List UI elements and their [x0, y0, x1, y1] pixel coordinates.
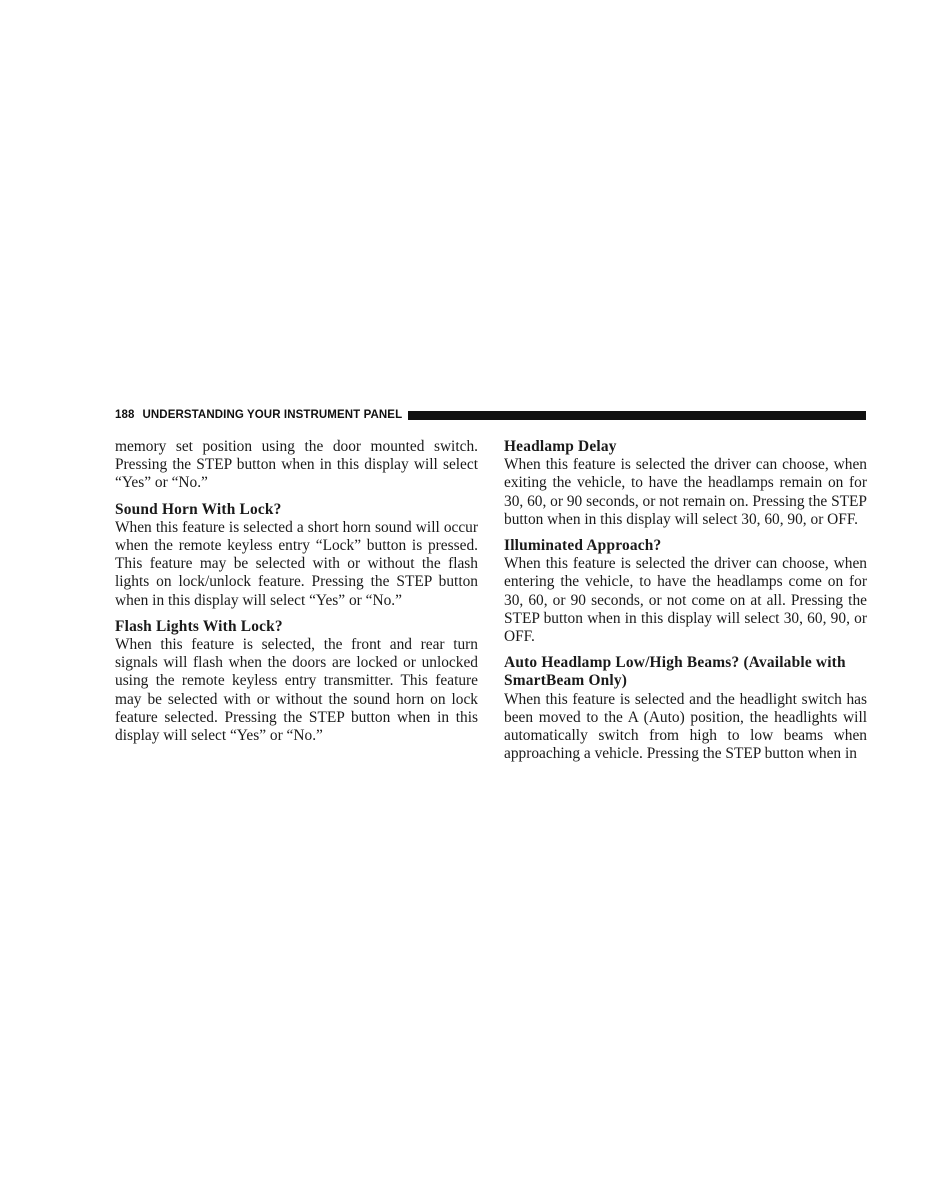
header-rule — [408, 411, 866, 420]
page-number: 188 — [115, 409, 135, 421]
section-heading: Headlamp Delay — [504, 438, 617, 455]
page-header — [115, 408, 866, 422]
section-body: When this feature is selected a short horn sound will occur when the remote keyless entry “Lock” button is pressed. This feature may be selected with or without the flash lights on lock/unlock feature. Pressing the STEP button when in this display will select “Yes” or “No.” — [115, 518, 478, 609]
chapter-title: UNDERSTANDING YOUR INSTRUMENT PANEL — [142, 409, 403, 421]
section-body: When this feature is selected, the front and rear turn signals will flash when the doors are locked or unlocked using the remote keyless entry transmitter. This feature may be selected with or without the sound horn on lock feature selected. Pressing the STEP button when in this display will select “Yes” or “No.” — [115, 636, 478, 745]
section-heading: Auto Headlamp Low/High Beams? (Available with SmartBeam Only) — [504, 654, 846, 690]
section-body: When this feature is selected and the headlight switch has been moved to the A (Auto) position, the headlights will automatically switch from high to low beams when approaching a vehicle. Pressing the STEP button when in — [504, 690, 867, 763]
section-sound-horn-with-lock — [115, 501, 478, 610]
section-heading: Flash Lights With Lock? — [115, 617, 283, 635]
section-auto-headlamp-beams — [504, 654, 867, 763]
section-flash-lights-with-lock — [115, 618, 478, 745]
section-body: When this feature is selected the driver can choose, when exiting the vehicle, to have the headlamps remain on for 30, 60, or 90 seconds, or not remain on. Pressing the STEP button when in this display will select 30, 60, 90, or OFF. — [504, 456, 867, 528]
section-headlamp-delay — [504, 438, 867, 529]
left-column — [115, 438, 478, 753]
section-body: When this feature is selected the driver can choose, when entering the vehicle, to have the headlamps come on for 30, 60, or 90 seconds, or not come on at all. Pressing the STEP button when in this display will select 30, 60, 90, or OFF. — [504, 555, 867, 646]
section-heading: Illuminated Approach? — [504, 537, 662, 555]
right-column — [504, 438, 867, 771]
section-heading: Sound Horn With Lock? — [115, 500, 282, 518]
section-illuminated-approach — [504, 537, 867, 646]
continuation-paragraph: memory set position using the door mounted switch. Pressing the STEP button when in this display will select “Yes” or “No.” — [115, 438, 478, 492]
